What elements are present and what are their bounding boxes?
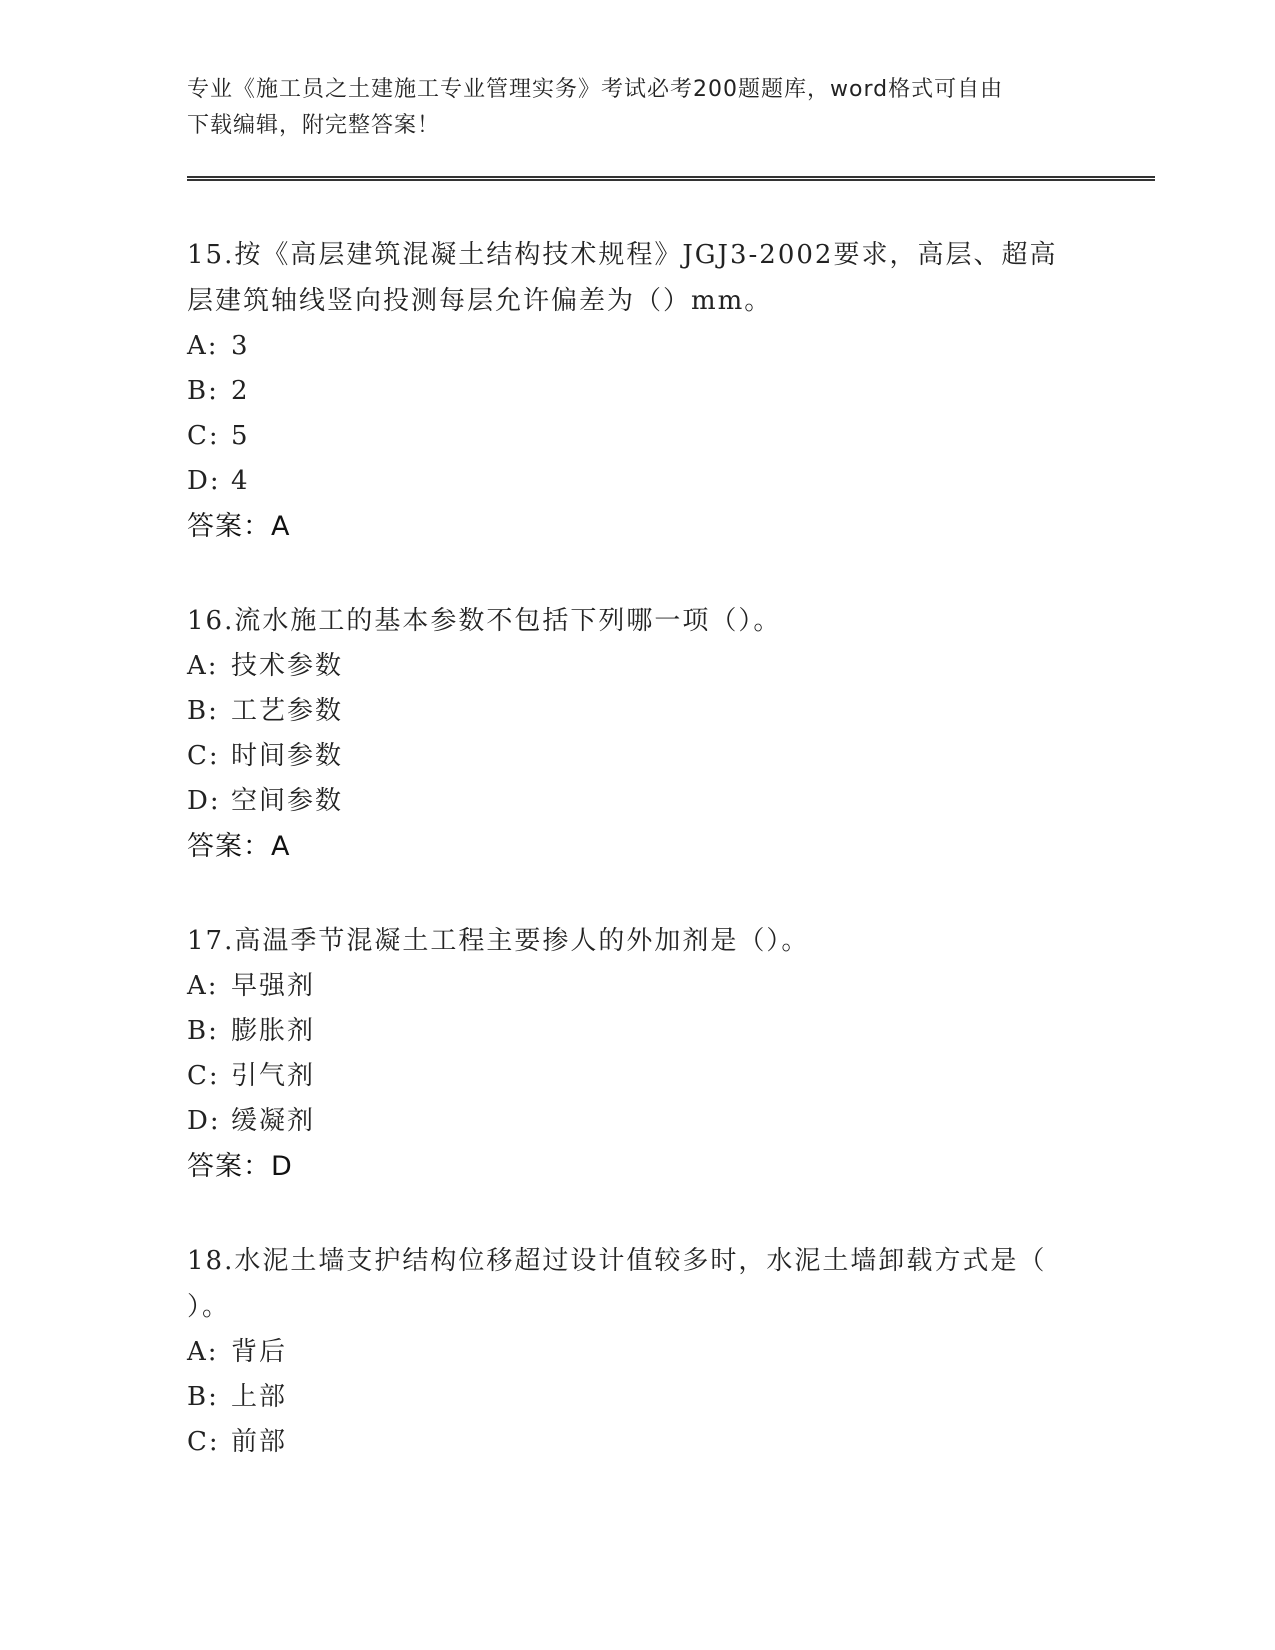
option-c bbox=[187, 1054, 1067, 1099]
question-stem-line: 16.流水施工的基本参数不包括下列哪一项（）。 bbox=[187, 606, 782, 636]
question-stem-line: ）。 bbox=[187, 1292, 231, 1322]
header-line-2: 下载编辑，附完整答案！ bbox=[187, 113, 441, 138]
option-key: C: bbox=[187, 1061, 220, 1091]
question-stem-line: 层建筑轴线竖向投测每层允许偏差为（）mm。 bbox=[187, 286, 773, 316]
question-17 bbox=[187, 918, 1067, 1190]
document-header bbox=[187, 72, 1067, 144]
question-16 bbox=[187, 598, 1067, 870]
option-text: 5 bbox=[231, 421, 250, 451]
option-key: B: bbox=[187, 376, 219, 406]
option-text: 引气剂 bbox=[231, 1061, 316, 1091]
option-key: B: bbox=[187, 696, 219, 726]
answer-line: 答案：A bbox=[187, 511, 291, 542]
answer-line: 答案：A bbox=[187, 831, 291, 862]
option-b bbox=[187, 1375, 1067, 1420]
option-text: 4 bbox=[231, 466, 250, 496]
option-text: 3 bbox=[231, 331, 250, 361]
option-a bbox=[187, 964, 1067, 1009]
question-18 bbox=[187, 1238, 1067, 1465]
question-stem-line: 18.水泥土墙支护结构位移超过设计值较多时，水泥土墙卸载方式是（ bbox=[187, 1246, 1047, 1276]
option-key: D: bbox=[187, 1106, 221, 1136]
header-divider bbox=[187, 176, 1155, 181]
question-stem bbox=[187, 232, 1067, 324]
option-key: A: bbox=[187, 331, 219, 361]
header-line-1: 专业《施工员之土建施工专业管理实务》考试必考200题题库，word格式可自由 bbox=[187, 77, 1004, 102]
option-a bbox=[187, 1330, 1067, 1375]
option-text: 技术参数 bbox=[231, 651, 344, 681]
option-key: C: bbox=[187, 421, 220, 451]
option-key: A: bbox=[187, 1337, 219, 1367]
option-b bbox=[187, 689, 1067, 734]
option-b bbox=[187, 369, 1067, 414]
option-key: D: bbox=[187, 466, 221, 496]
option-text: 上部 bbox=[231, 1382, 288, 1412]
option-key: B: bbox=[187, 1382, 219, 1412]
answer-line: 答案：D bbox=[187, 1151, 293, 1182]
option-c bbox=[187, 734, 1067, 779]
option-text: 前部 bbox=[231, 1427, 288, 1457]
option-a bbox=[187, 644, 1067, 689]
option-text: 缓凝剂 bbox=[231, 1106, 316, 1136]
question-stem bbox=[187, 598, 1067, 644]
option-d bbox=[187, 459, 1067, 504]
option-key: B: bbox=[187, 1016, 219, 1046]
question-stem bbox=[187, 918, 1067, 964]
option-a bbox=[187, 324, 1067, 369]
option-d bbox=[187, 779, 1067, 824]
option-key: A: bbox=[187, 651, 219, 681]
question-15 bbox=[187, 232, 1067, 550]
option-text: 早强剂 bbox=[231, 971, 316, 1001]
option-d bbox=[187, 1099, 1067, 1144]
question-stem-line: 15.按《高层建筑混凝土结构技术规程》JGJ3-2002要求，高层、超高 bbox=[187, 240, 1058, 270]
option-key: D: bbox=[187, 786, 221, 816]
question-stem-line: 17.高温季节混凝土工程主要掺人的外加剂是（）。 bbox=[187, 926, 810, 956]
option-key: C: bbox=[187, 1427, 220, 1457]
option-key: A: bbox=[187, 971, 219, 1001]
option-text: 膨胀剂 bbox=[231, 1016, 316, 1046]
option-text: 背后 bbox=[231, 1337, 288, 1367]
question-stem bbox=[187, 1238, 1067, 1330]
option-text: 空间参数 bbox=[231, 786, 344, 816]
option-text: 工艺参数 bbox=[231, 696, 344, 726]
option-c bbox=[187, 414, 1067, 459]
option-text: 时间参数 bbox=[231, 741, 344, 771]
option-b bbox=[187, 1009, 1067, 1054]
option-key: C: bbox=[187, 741, 220, 771]
option-text: 2 bbox=[231, 376, 250, 406]
option-c bbox=[187, 1420, 1067, 1465]
